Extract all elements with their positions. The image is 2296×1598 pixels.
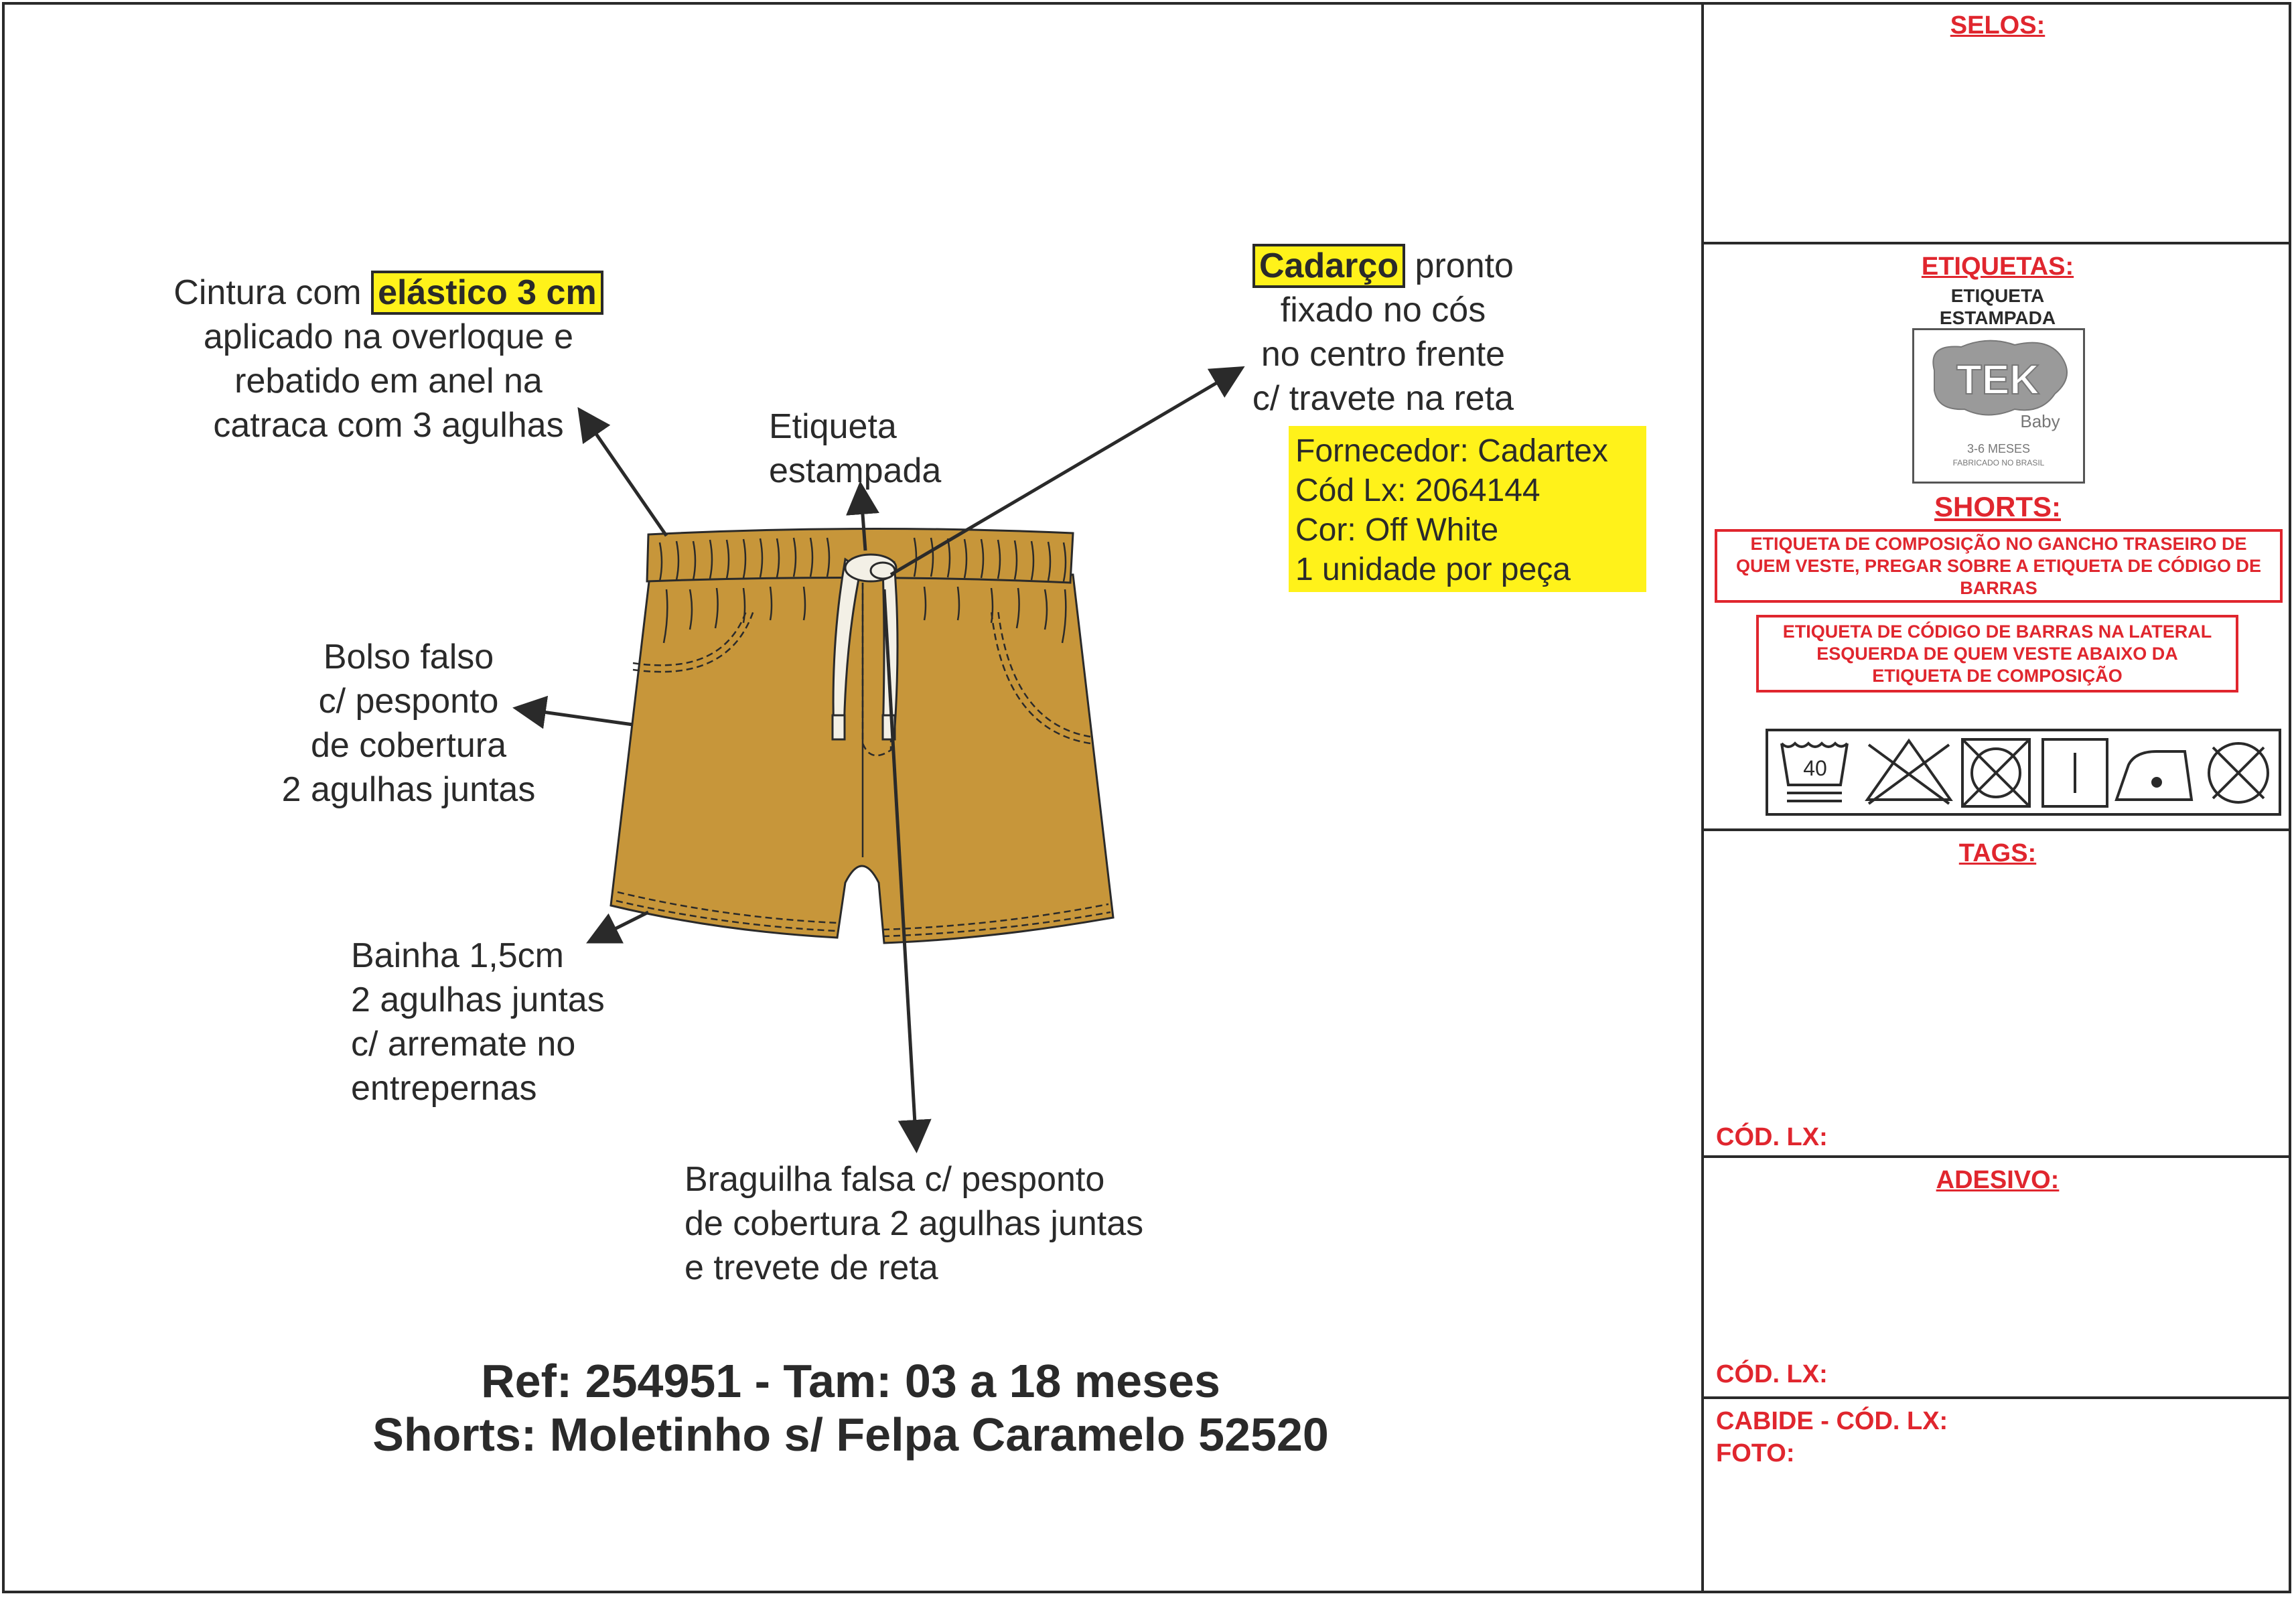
composition-note: ETIQUETA DE COMPOSIÇÃO NO GANCHO TRASEIRO DE QUEM VESTE, PREGAR SOBRE A ETIQUETA DE CÓDIGO DE BARRAS [1715, 529, 2283, 603]
label-brand: TEK [1956, 357, 2039, 403]
label-line2: estampada [769, 451, 942, 490]
iron-low-icon [2116, 751, 2192, 800]
tags-section [1704, 831, 2291, 1158]
waist-line2: aplicado na overloque e [203, 317, 574, 356]
waist-callout [141, 271, 636, 447]
pocket-line1: Bolso falso [323, 638, 494, 676]
label-callout [769, 405, 941, 493]
printed-label [1912, 328, 2085, 484]
wash-temp: 40 [1803, 756, 1827, 780]
reference-line2: Shorts: Moletinho s/ Felpa Caramelo 52520 [372, 1408, 1329, 1461]
wash-40-icon [1782, 743, 1847, 801]
waist-line4: catraca com 3 agulhas [213, 406, 564, 445]
adesivo-cod-lx: CÓD. LX: [1716, 1360, 1828, 1388]
fly-callout [685, 1157, 1143, 1290]
reference-line1: Ref: 254951 - Tam: 03 a 18 meses [481, 1355, 1220, 1407]
cord-line2: fixado no cós [1280, 291, 1486, 330]
pocket-line3: de cobertura [311, 726, 506, 765]
shorts-title: SHORTS: [1934, 491, 2061, 522]
etiqueta-estampada-line2: ESTAMPADA [1939, 307, 2056, 328]
label-origin: FABRICADO NO BRASIL [1952, 458, 2045, 467]
fly-line2: de cobertura 2 agulhas juntas [685, 1204, 1144, 1243]
etiqueta-estampada-line1: ETIQUETA [1950, 285, 2045, 306]
fly-line3: e trevete de reta [685, 1248, 938, 1287]
supplier-box [1289, 426, 1646, 592]
selos-section [1704, 2, 2291, 244]
cord-callout [1226, 244, 1540, 421]
hem-line1: Bainha 1,5cm [351, 936, 564, 975]
cord-line3: no centro frente [1261, 335, 1506, 374]
foto-label: FOTO: [1716, 1439, 1795, 1467]
cabide-label: CABIDE - CÓD. LX: [1716, 1407, 1948, 1435]
no-tumble-dry-icon [1962, 739, 2029, 806]
adesivo-title: ADESIVO: [1936, 1166, 2060, 1194]
waist-line3: rebatido em anel na [234, 362, 543, 401]
selos-title: SELOS: [1950, 11, 2046, 40]
hem-callout [351, 934, 605, 1110]
supplier-line1: Fornecedor: Cadartex [1295, 433, 1608, 469]
line-dry-icon [2043, 739, 2107, 806]
adesivo-section [1704, 1158, 2291, 1399]
hem-line2: 2 agulhas juntas [351, 980, 605, 1019]
hem-line3: c/ arremate no [351, 1025, 576, 1064]
no-dry-clean-icon [2209, 743, 2268, 802]
waist-highlight: elástico 3 cm [371, 271, 603, 315]
cord-suffix: pronto [1415, 246, 1514, 285]
pocket-line2: c/ pesponto [318, 682, 499, 721]
etiquetas-title: ETIQUETAS: [1921, 252, 2074, 281]
pocket-line4: 2 agulhas juntas [281, 770, 536, 809]
fly-line1: Braguilha falsa c/ pesponto [685, 1160, 1105, 1199]
barcode-note: ETIQUETA DE CÓDIGO DE BARRAS NA LATERAL ESQUERDA DE QUEM VESTE ABAIXO DA ETIQUETA DE COMPOSIÇÃO [1756, 615, 2238, 693]
label-size: 3-6 MESES [1966, 442, 2031, 455]
cord-line4: c/ travete na reta [1252, 379, 1514, 418]
tags-cod-lx: CÓD. LX: [1716, 1123, 1828, 1151]
tags-title: TAGS: [1958, 839, 2037, 867]
hem-line4: entrepernas [351, 1069, 537, 1108]
label-sub: Baby [2020, 411, 2060, 431]
cord-highlight: Cadarço [1252, 244, 1405, 288]
supplier-line3: Cor: Off White [1295, 512, 1499, 548]
label-line1: Etiqueta [769, 407, 897, 446]
care-symbols [1766, 729, 2281, 816]
no-bleach-icon [1867, 741, 1950, 804]
pocket-callout [248, 635, 569, 812]
supplier-line2: Cód Lx: 2064144 [1295, 473, 1540, 508]
waist-prefix: Cintura com [173, 273, 362, 312]
supplier-line4: 1 unidade por peça [1295, 552, 1571, 587]
